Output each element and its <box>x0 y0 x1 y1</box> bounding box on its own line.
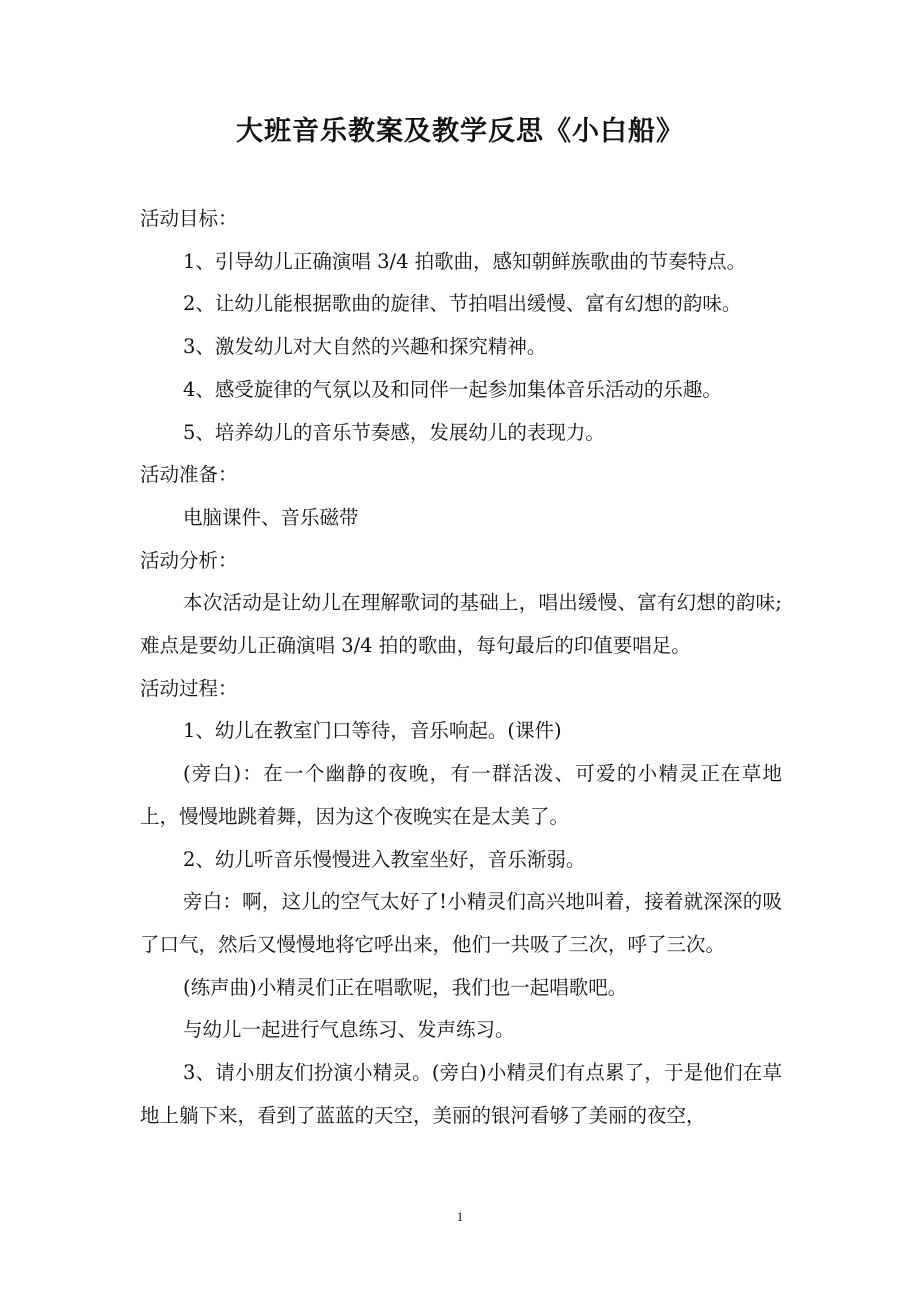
paragraph: 旁白：啊，这儿的空气太好了!小精灵们高兴地叫着，接着就深深的吸了口气，然后又慢慢地将它呼出来，他们一共吸了三次，呼了三次。 <box>140 890 782 956</box>
paragraph: 5、培养幼儿的音乐节奏感，发展幼儿的表现力。 <box>183 420 605 444</box>
paragraph: 电脑课件、音乐磁带 <box>183 505 359 529</box>
paragraph: 3、请小朋友们扮演小精灵。(旁白)小精灵们有点累了，于是他们在草地上躺下来，看到了蓝蓝的天空，美丽的银河看够了美丽的夜空， <box>140 1061 782 1127</box>
paragraph: 1、幼儿在教室门口等待，音乐响起。(课件) <box>183 719 562 743</box>
document-body <box>140 198 782 1137</box>
paragraph: 4、感受旋律的气氛以及和同伴一起参加集体音乐活动的乐趣。 <box>183 377 722 401</box>
page-number: 1 <box>456 1209 464 1224</box>
paragraph: 活动过程： <box>140 676 238 700</box>
paragraph: 2、幼儿听音乐慢慢进入教室坐好，音乐渐弱。 <box>183 847 586 871</box>
paragraph: 活动分析： <box>140 548 238 572</box>
paragraph: 本次活动是让幼儿在理解歌词的基础上，唱出缓慢、富有幻想的韵味;难点是要幼儿正确演唱 3/4 拍的歌曲，每句最后的印值要唱足。 <box>140 591 782 658</box>
paragraph: 2、让幼儿能根据歌曲的旋律、节拍唱出缓慢、富有幻想的韵味。 <box>183 292 742 316</box>
paragraph: (练声曲)小精灵们正在唱歌呢，我们也一起唱歌吧。 <box>183 975 628 999</box>
document-title: 大班音乐教案及教学反思《小白船》 <box>236 116 684 147</box>
paragraph: 活动准备： <box>140 463 238 487</box>
paragraph: 活动目标： <box>140 207 238 230</box>
paragraph: 1、引导幼儿正确演唱 3/4 拍歌曲，感知朝鲜族歌曲的节奏特点。 <box>183 249 747 273</box>
paragraph: 3、激发幼儿对大自然的兴趣和探究精神。 <box>183 335 547 359</box>
paragraph: (旁白)：在一个幽静的夜晚，有一群活泼、可爱的小精灵正在草地上，慢慢地跳着舞，因为这个夜晚实在是太美了。 <box>140 762 782 828</box>
paragraph: 与幼儿一起进行气息练习、发声练习。 <box>183 1018 515 1042</box>
